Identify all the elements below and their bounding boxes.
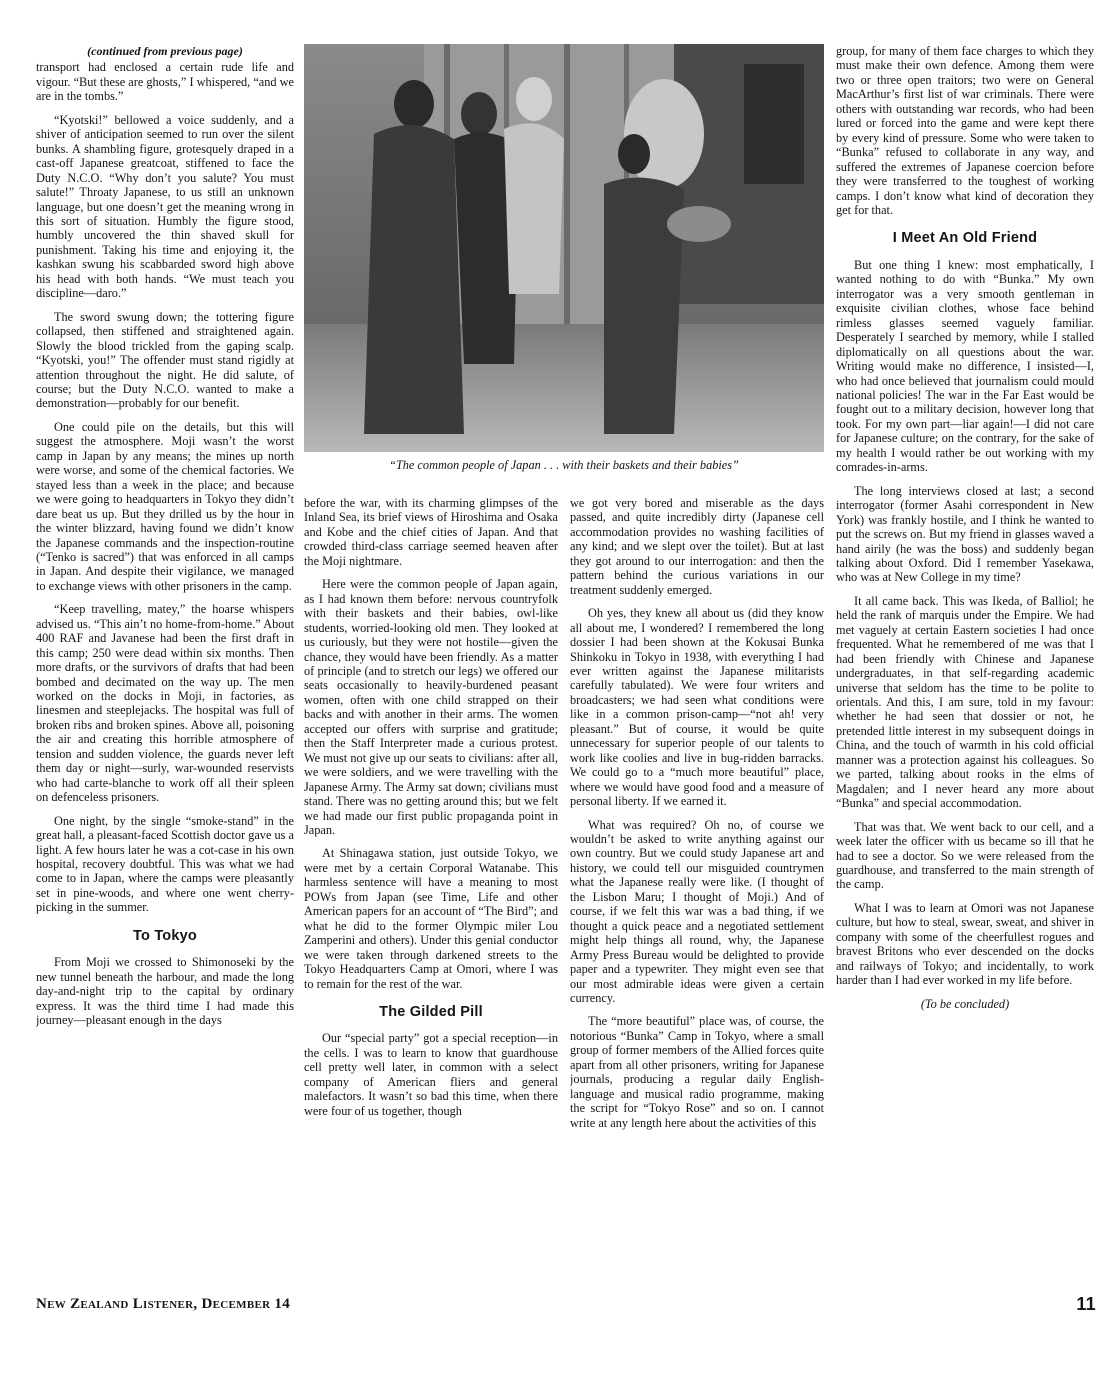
paragraph: From Moji we crossed to Shimonoseki by the new tunnel beneath the harbour, and made the long day-and-night trip to the capital by ordinary express. It was the third time I had made this journey—pleasant enough in the days [36,955,294,1028]
article-column-2 [304,496,558,1286]
paragraph: “Keep travelling, matey,” the hoarse whispers advised us. “This ain’t no home-from-home.” About 400 RAF and Javanese had been the first draft in this camp; 250 were dead within six months. Then more drafts, or the survivors of drafts that had been bombed and decimated on the way up. The men worked on the docks in Moji, in factories, as linesmen and steeplejacks. The hospital was full of broken ribs and broken spines. Above all, poisoning the air and creating this horrible atmosphere of tension and sudden violence, the guards never left them day or night—surly, war-wounded reservists who had carte-blanche to work off all their spleen on defenceless prisoners. [36,602,294,805]
paragraph: One could pile on the details, but this will suggest the atmosphere. Moji wasn’t the worst camp in Japan by any means; the mines up north were worse, and some of the chemical factories. We stayed less than a week in the place; and because we were going to headquarters in Tokyo they didn’t dare beat us up. But they drilled us by the hour in the winter blizzard, having found we didn’t know the Japanese commands and the inspection-routine (“Tenko is sacred”) that was enforced in all camps in Japan. And despite their vigilance, we managed to exchange views with other prisoners in the camp. [36,419,294,593]
paragraph: It all came back. This was Ikeda, of Balliol; he held the rank of marquis under the Empire. We had met vaguely at certain Eastern societies I had once frequented. What he remembered of me was that I had been friendly with Chinese and Japanese undergraduates, in that self-regarding academic universe that seldom has the time to be polite to orientals. And this, I am sure, told in my favour: whether he had seen that dossier or not, he pretended little interest in my subsequent doings in China, and the touch of warmth in his cold official manner was a protection against his colleagues. So we parted, talking about rooks in the elms of Magdalen; and I never heard any more about “Bunka” and special accommodation. [836,593,1094,811]
subheading-gilded-pill: The Gilded Pill [379,1003,483,1020]
continued-note: (continued from previous page) [87,44,243,58]
subheading-to-tokyo: To Tokyo [133,927,197,944]
photo-illustration [304,44,824,452]
paragraph: transport had enclosed a certain rude life and vigour. “But these are ghosts,” I whispered, “and we are in the tombs.” [36,60,294,104]
photo-caption: “The common people of Japan . . . with their baskets and their babies” [389,458,739,472]
paragraph: One night, by the single “smoke-stand” in the great hall, a pleasant-faced Scottish doctor gave us a light. A few hours later he was a cot-case in his own hospital, recovery doubtful. This was what we had come to in Japan, where the camps were pleasantly set in pine-woods, and where one went cherry-picking in the summer. [36,813,294,915]
paragraph: What I was to learn at Omori was not Japanese culture, but how to steal, swear, sweat, and shiver in company with some of the cheerfullest rogues and bravest Britons who ever descended on the docks and railways of Tokyo; and incidentally, to work harder than I had ever worked in my life before. [836,900,1094,988]
paragraph: Our “special party” got a special reception—in the cells. I was to learn to know that guardhouse cell pretty well later, in common with a select company of American fliers and general malefactors. It wasn’t so bad this time, when there were four of us together, though [304,1031,558,1118]
article-column-3 [570,496,824,1286]
page-number: 11 [1076,1294,1096,1314]
paragraph: “Kyotski!” bellowed a voice suddenly, and a shiver of anticipation seemed to run over the silent bunks. A shambling figure, grotesquely draped in a cast-off Japanese greatcoat, stiffened to face the Duty N.C.O. “Why don’t you salute? You must salute!” Throaty Japanese, to us still an unknown language, but one doesn’t get the meaning wrong in this sort of situation. Humbly the figure stood, humbly uncovered the thin shaved skull for punishment. Taking his time and enjoying it, the kashkan swung his scabbarded sword high above his head with both hands. “We must teach you discipline—daro.” [36,112,294,301]
paragraph: group, for many of them face charges to which they must make their own defence. Among them were two or three open traitors; two were on General MacArthur’s first list of war criminals. There were others with outstanding war records, who had been lured or forced into the game and were kept there by every kind of pressure. Some who were taken to “Bunka” refused to collaborate in any way, and suffered the extremes of Japanese coercion before they were transferred to the toughest of working camps. I don’t know what kind of decoration they get for that. [836,44,1094,217]
paragraph: The long interviews closed at last; a second interrogator (former Asahi correspondent in New York) was frankly hostile, and I think he wanted to put the screws on. But my friend in glasses waved a hand airily (he was the boss) and suddenly began talking about Oxford. Did I remember Yasekawa, who was at New College in my time? [836,483,1094,585]
paragraph: before the war, with its charming glimpses of the Inland Sea, its brief views of Hiroshima and Osaka and Kobe and the chief cities of Japan. And that crowded third-class carriage seemed heaven after the Moji nightmare. [304,496,558,568]
paragraph: That was that. We went back to our cell, and a week later the officer with us became so ill that he had to see a doctor. So we were released from the guardhouse, and transferred to the main strength of the camp. [836,819,1094,892]
photo-japanese-people [304,44,824,452]
paragraph: But one thing I knew: most emphatically, I wanted nothing to do with “Bunka.” My own interrogator was a very smooth gentleman in exquisite civilian clothes, whose face behind rimless glasses seemed vaguely familiar. Desperately I searched by memory, while I stalled diplomatically on all questions about the war. Writing would make no difference, I insisted—I, who had once believed that journalism could mould national policies! The war in the Far East would be fought out to a military decision, however long that took. For my own part—liar again!—I did not care for Japanese culture; on the contrary, for the sake of my health I would rather be out working with my comrades-in-arms. [836,257,1094,475]
paragraph: At Shinagawa station, just outside Tokyo, we were met by a certain Corporal Watanabe. This harmless sentence will have a meaning to most POWs from Japan (see Time, Life and other American papers for an account of “The Bird”; and what he did to the former Olympic miler Lou Zamperini and others). Under this genial conductor we were taken through darkened streets to the Tokyo Headquarters Camp at Omori, where I was to remain for the rest of the war. [304,846,558,991]
to-be-concluded: (To be concluded) [920,996,1010,1011]
subheading-old-friend: I Meet An Old Friend [892,230,1038,247]
paragraph: What was required? Oh no, of course we wouldn’t be asked to write anything against our own country. But we could study Japanese art and history, we could tell our misguided countrymen what the Japanese really were like. (I thought of the Lisbon Maru; I thought of Moji.) And of course, if we felt this war was a bad thing, if we thought a quick peace and a negotiated settlement might help things all round, why, the Japanese Army Press Bureau would be delighted to provide paper and a typewriter. They might even see that our most admirable ideas were given a certain currency. [570,817,824,1005]
paragraph: Oh yes, they knew all about us (did they know all about me, I wondered? I remembered the long dossier I had been shown at the Kokusai Bunka Shinkoku in Tokyo in 1938, with everything I had ever written against the Japanese militarists carefully tabulated). We were four writers and broadcasters; we had seen what conditions were like in a common prison-camp—“not ah! very pleasant.” But of course, it would be quite unnecessary for superior people of our talents to work like coolies and live in bug-ridden barracks. We could go to a “much more beautiful” place, where we would have good food and a measure of personal liberty. If we earned it. [570,606,824,809]
publication-name: New Zealand Listener, December 14 [36,1296,291,1312]
paragraph: we got very bored and miserable as the days passed, and quite incredibly dirty (Japanese cell accommodation provides no washing facilities of any kind; and we slept over the toilet). But at last they got around to our interrogation: and then the pattern behind the curious variations in our treatment suddenly emerged. [570,496,824,597]
article-column-4 [836,44,1094,1286]
paragraph: The sword swung down; the tottering figure collapsed, then stiffened and straightened again. Slowly the blood trickled from the gaping scalp. “Kyotski, you!” The offender must stand rigidly at attention throughout the night. He did salute, of course; but the Duty N.C.O. wanted to make a demonstration—probably for our benefit. [36,309,294,411]
article-column-1 [36,44,294,1286]
paragraph: Here were the common people of Japan again, as I had known them before: nervous countryfolk with their baskets and their babies, owl-like students, worried-looking old men. They looked at us curiously, but they were not hostile—given the chance, they would have been friendly. As a matter of principle (and to stretch our legs) we offered our seats occasionally to heavily-burdened peasant women, often with one child strapped on their backs and with another in their arms. The women accepted our offers with surprise and gratitude; then the Staff Interpreter made a curious protest. We must not give up our seats to civilians: after all, we were soldiers, and we were travelling with the Japanese Army. The Army sat down; civilians must stand. There was no getting around this; but we felt we had made our first public propaganda point in Japan. [304,577,558,837]
paragraph: The “more beautiful” place was, of course, the notorious “Bunka” Camp in Tokyo, where a small group of former members of the Allied forces quite apart from all other prisoners, writing for Japanese journals, producing a regular daily English-language and musical radio programme, making the script for “Tokyo Rose” and so on. I cannot write at any length here about the activities of this [570,1014,824,1130]
